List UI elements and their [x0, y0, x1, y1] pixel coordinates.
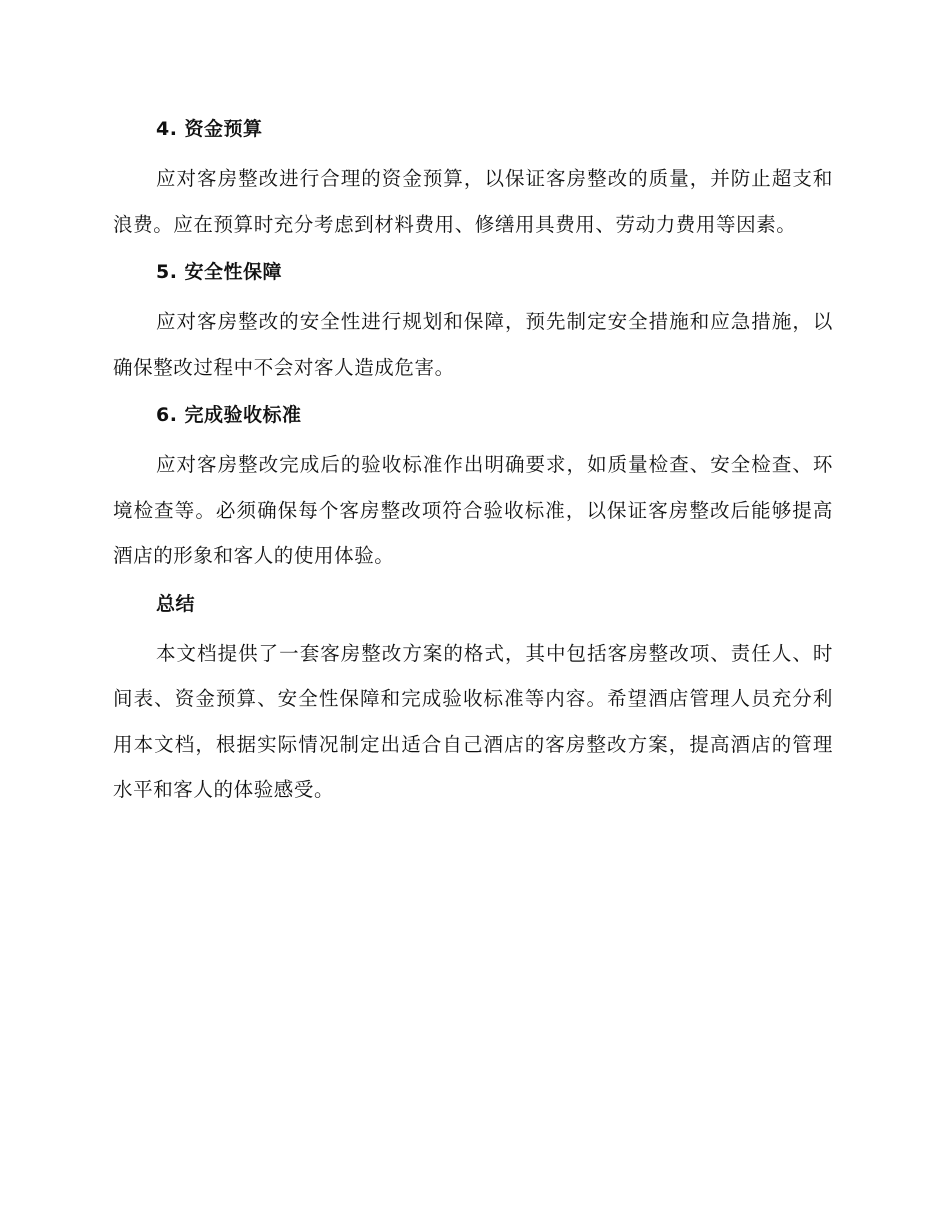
section-heading-acceptance: 6. 完成验收标准 — [156, 404, 302, 426]
section-heading-safety: 5. 安全性保障 — [156, 261, 283, 283]
section-body-acceptance: 应对客房整改完成后的验收标准作出明确要求，如质量检查、安全检查、环境检查等。必须确保每个客房整改项符合验收标准，以保证客房整改后能够提高酒店的形象和客人的使用体验。 — [113, 453, 833, 567]
section-body-summary: 本文档提供了一套客房整改方案的格式，其中包括客房整改项、责任人、时间表、资金预算、安全性保障和完成验收标准等内容。希望酒店管理人员充分利用本文档，根据实际情况制定出适合自己酒店的客房整改方案，提高酒店的管理水平和客人的体验感受。 — [113, 641, 833, 801]
document-content — [113, 112, 833, 821]
section-heading-summary: 总结 — [156, 592, 196, 615]
section-heading-budget: 4. 资金预算 — [156, 118, 263, 140]
section-body-budget: 应对客房整改进行合理的资金预算，以保证客房整改的质量，并防止超支和浪费。应在预算时充分考虑到材料费用、修缮用具费用、劳动力费用等因素。 — [113, 167, 833, 236]
section-body-safety: 应对客房整改的安全性进行规划和保障，预先制定安全措施和应急措施，以确保整改过程中不会对客人造成危害。 — [113, 310, 833, 379]
